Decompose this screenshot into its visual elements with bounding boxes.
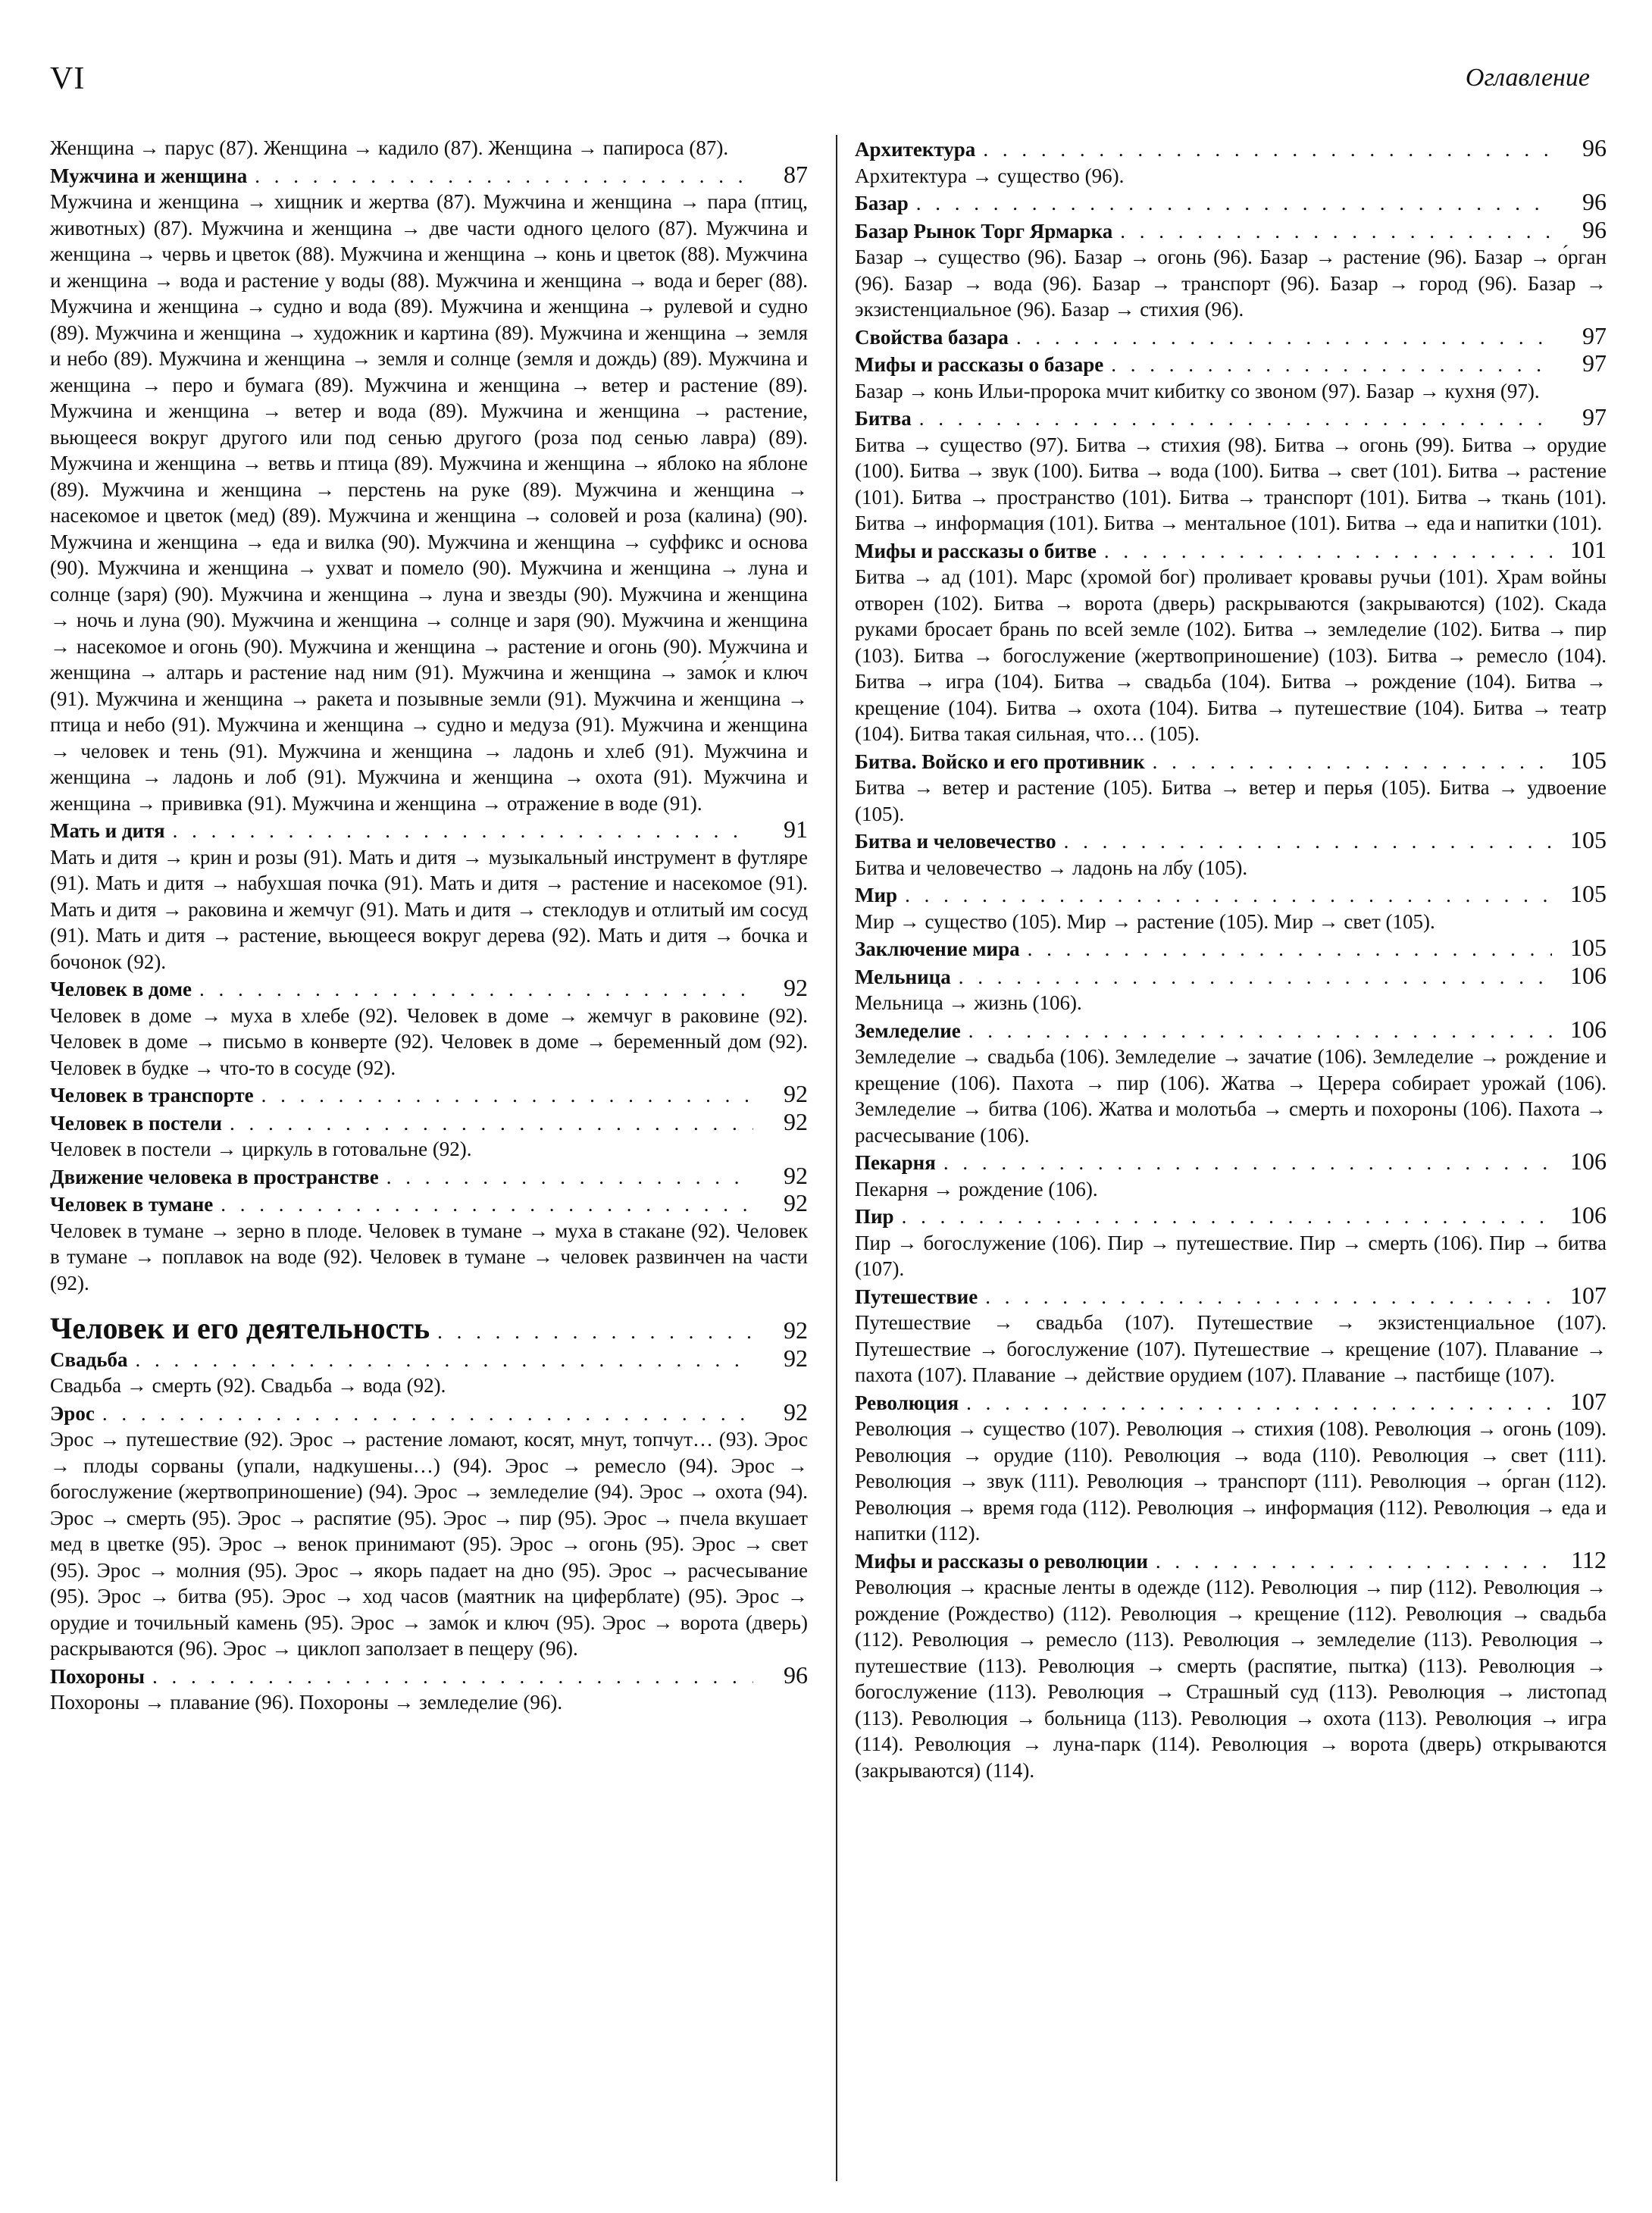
toc-entry-title: Земледелие <box>855 1019 961 1042</box>
toc-entry-title: Архитектура <box>855 138 976 161</box>
toc-entry-page: 91 <box>784 815 808 843</box>
dot-leader <box>1064 828 1552 855</box>
toc-entry-title: Движение человека в пространстве <box>50 1165 379 1188</box>
dot-leader <box>943 1150 1552 1176</box>
page-number: VI <box>50 61 86 96</box>
toc-entry-title: Человек в тумане <box>50 1193 214 1216</box>
toc-entry-page: 107 <box>1570 1387 1607 1415</box>
toc-entry[interactable] <box>855 1148 1607 1176</box>
toc-subentries: Архитектура → существо (96). <box>855 164 1125 187</box>
toc-entry-page: 106 <box>1570 1201 1607 1229</box>
toc-entry[interactable] <box>855 135 1607 163</box>
toc-subentries: Пир → богослужение (106). Пир → путешествие. Пир → смерть (106). Пир → битва (107). <box>855 1231 1607 1280</box>
toc-entry-page: 96 <box>1582 134 1607 161</box>
toc-entry-title: Базар Рынок Торг Ярмарка <box>855 219 1113 243</box>
toc-entry[interactable] <box>855 217 1607 245</box>
toc-entry-title: Человек в доме <box>50 978 192 1000</box>
toc-entry-page: 92 <box>784 1398 808 1426</box>
dot-leader <box>1153 749 1552 775</box>
dot-leader <box>902 1204 1552 1230</box>
toc-left-column <box>50 135 808 1716</box>
toc-entry-page: 105 <box>1570 934 1607 961</box>
dot-leader <box>173 818 753 844</box>
toc-entry-title: Битва. Войско и его противник <box>855 750 1145 773</box>
toc-entry-page: 92 <box>784 974 808 1001</box>
toc-entry[interactable] <box>855 350 1607 378</box>
toc-entry-page: 96 <box>1582 188 1607 215</box>
dot-leader <box>1016 324 1552 351</box>
toc-entry[interactable] <box>855 1547 1607 1575</box>
column-divider <box>836 135 837 2181</box>
dot-leader <box>919 405 1552 432</box>
toc-entry-title: Мифы и рассказы о революции <box>855 1549 1148 1573</box>
toc-entry[interactable] <box>855 323 1607 351</box>
toc-entry[interactable] <box>50 1081 808 1109</box>
toc-subentries: Мельница → жизнь (106). <box>855 991 1082 1014</box>
toc-entry-title: Мужчина и женщина <box>50 164 248 187</box>
dot-leader <box>255 163 753 189</box>
toc-entry[interactable] <box>855 963 1607 991</box>
dot-leader <box>102 1401 753 1427</box>
dot-leader <box>916 190 1552 217</box>
toc-entry-title: Человек и его деятельность <box>50 1311 430 1345</box>
toc-entry[interactable] <box>855 934 1607 963</box>
dot-leader <box>136 1347 753 1373</box>
dot-leader <box>199 976 753 1003</box>
toc-entry[interactable] <box>855 404 1607 432</box>
toc-right-column <box>855 135 1607 1783</box>
toc-entry-title: Эрос <box>50 1401 95 1425</box>
dot-leader <box>1156 1548 1552 1575</box>
dot-leader <box>152 1664 753 1690</box>
toc-subentries: Битва и человечество → ладонь на лбу (105). <box>855 856 1248 879</box>
toc-entry-page: 105 <box>1570 746 1607 774</box>
toc-entry-page: 92 <box>784 1316 808 1344</box>
toc-subentries: Свадьба → смерть (92). Свадьба → вода (92). <box>50 1374 446 1397</box>
toc-entry-page: 107 <box>1570 1281 1607 1309</box>
toc-entry-title: Битва <box>855 407 912 430</box>
toc-entry-title: Человек в постели <box>50 1111 222 1135</box>
toc-entry[interactable] <box>855 537 1607 565</box>
toc-entry-title: Пекарня <box>855 1151 936 1174</box>
dot-leader <box>1111 352 1552 378</box>
toc-subentries: Мир → существо (105). Мир → растение (105). Мир → свет (105). <box>855 909 1435 933</box>
toc-entry-title: Пир <box>855 1205 894 1228</box>
toc-entry-page: 96 <box>784 1661 808 1689</box>
toc-entry[interactable] <box>50 1163 808 1191</box>
toc-entry-page: 92 <box>784 1189 808 1216</box>
toc-entry-page: 87 <box>784 160 808 188</box>
toc-subentries: Женщина → парус (87). Женщина → кадило (87). Женщина → папироса (87). <box>50 136 729 159</box>
dot-leader <box>983 136 1552 163</box>
toc-entry-page: 92 <box>784 1107 808 1135</box>
dot-leader <box>966 1390 1552 1416</box>
toc-entry-page: 101 <box>1570 535 1607 563</box>
toc-entry-page: 97 <box>1582 403 1607 430</box>
toc-entry[interactable] <box>50 1190 808 1218</box>
toc-subentries: Революция → красные ленты в одежде (112). Революция → пир (112). Революция → рождение (Рождество) (112). Революция → крещение (112). Революция → свадьба (112). Революция → ремесло (113). Революция → земледелие (113). Революция → путешествие (113). Революция → смерть (распятие, пытка) (113). Революция → богослужение (113). Революция → Страшный суд (113). Революция → листопад (113). Революция → больница (113). Революция → охота (113). Революция → игра (114). Революция → луна-парк (114). Революция → ворота (дверь) открываются (закрываются) (114). <box>855 1576 1607 1782</box>
dot-leader <box>386 1164 753 1191</box>
toc-subentries: Битва → ад (101). Марс (хромой бог) проливает кровавы ручьи (101). Храм войны отворен (102). Битва → ворота (дверь) раскрываются (закрываются) (102). Скада руками бросает брань по всей земле (102). Битва → земледелие (102). Битва → пир (103). Битва → богослужение (жертвоприношение) (103). Битва → ремесло (104). Битва → игра (104). Битва → свадьба (104). Битва → рождение (104). Битва → крещение (104). Битва → охота (104). Битва → путешествие (104). Битва → театр (104). Битва такая сильная, что… (105). <box>855 565 1607 745</box>
toc-subentries: Мужчина и женщина → хищник и жертва (87). Мужчина и женщина → пара (птиц, животных) (87). Мужчина и женщина → две части одного целого (87). Мужчина и женщина → червь и цветок (88). Мужчина и женщина → конь и цветок (88). Мужчина и женщина → вода и растение у воды (88). Мужчина и женщина → вода и берег (88). Мужчина и женщина → судно и вода (89). Мужчина и женщина → рулевой и судно (89). Мужчина и женщина → художник и картина (89). Мужчина и женщина → земля и небо (89). Мужчина и женщина → земля и солнце (земля и дождь) (89). Мужчина и женщина → перо и бумага (89). Мужчина и женщина → ветер и растение (89). Мужчина и женщина → ветер и вода (89). Мужчина и женщина → растение, вьющееся вокруг другого или под сенью другого (роза под сенью лавра) (89). Мужчина и женщина → ветвь и птица (89). Мужчина и женщина → яблоко на яблоне (89). Мужчина и женщина → перстень на руке (89). Мужчина и женщина → насекомое и цветок (мед) (89). Мужчина и женщина → соловей и роза (калина) (90). Мужчина и женщина → еда и вилка (90). Мужчина и женщина → суффикс и основа (90). Мужчина и женщина → ухват и помело (90). Мужчина и женщина → луна и солнце (заря) (90). Мужчина и женщина → луна и звезды (90). Мужчина и женщина → ночь и луна (90). Мужчина и женщина → солнце и заря (90). Мужчина и женщина → насекомое и огонь (90). Мужчина и женщина → растение и огонь (90). Мужчина и женщина → алтарь и растение над ним (91). Мужчина и женщина → замо́к и ключ (91). Мужчина и женщина → ракета и позывные земли (91). Мужчина и женщина → птица и небо (91). Мужчина и женщина → судно и медуза (91). Мужчина и женщина → человек и тень (91). Мужчина и женщина → ладонь и хлеб (91). Мужчина и женщина → ладонь и лоб (91). Мужчина и женщина → охота (91). Мужчина и женщина → прививка (91). Мужчина и женщина → отражение в воде (91). <box>50 190 808 815</box>
toc-subentries: Эрос → путешествие (92). Эрос → растение ломают, косят, мнут, топчут… (93). Эрос → плоды сорваны (упали, надкушены…) (94). Эрос → ремесло (94). Эрос → богослужение (жертвоприношение) (94). Эрос → земледелие (94). Эрос → охота (94). Эрос → смерть (95). Эрос → распятие (95). Эрос → пир (95). Эрос → пчела вкушает мед в цветке (95). Эрос → венок принимают (95). Эрос → огонь (95). Эрос → свет (95). Эрос → молния (95). Эрос → якорь падает на дно (95). Эрос → расчесывание (95). Эрос → битва (95). Эрос → ход часов (маятник на циферблате) (95). Эрос → орудие и точильный камень (95). Эрос → замо́к и ключ (95). Эрос → ворота (дверь) раскрываются (96). Эрос → циклоп заползает в пещеру (96). <box>50 1428 808 1660</box>
toc-subentries: Базар → конь Ильи-пророка мчит кибитку со звоном (97). Базар → кухня (97). <box>855 379 1540 402</box>
toc-entry-title: Человек в транспорте <box>50 1084 254 1106</box>
toc-chapter-entry[interactable] <box>50 1311 808 1345</box>
toc-subentries: Человек в доме → муха в хлебе (92). Человек в доме → жемчуг в раковине (92). Человек в доме → письмо в конверте (92). Человек в доме → беременный дом (92). Человек в будке → что-то в сосуде (92). <box>50 1003 808 1079</box>
toc-entry[interactable] <box>855 827 1607 855</box>
dot-leader <box>905 882 1552 909</box>
toc-entry-page: 112 <box>1571 1545 1607 1573</box>
toc-entry-title: Похороны <box>50 1664 145 1688</box>
toc-entry-title: Мифы и рассказы о базаре <box>855 353 1104 376</box>
dot-leader <box>985 1284 1552 1310</box>
toc-entry-page: 96 <box>1582 215 1607 243</box>
dot-leader <box>1104 538 1552 565</box>
toc-entry-title: Мельница <box>855 965 951 988</box>
toc-entry[interactable] <box>50 161 808 189</box>
toc-entry[interactable] <box>50 1345 808 1373</box>
toc-subentries: Путешествие → свадьба (107). Путешествие → экзистенциальное (107). Путешествие → богослужение (107). Путешествие → крещение (107). Плавание → пахота (107). Плавание → действие орудием (107). Плавание → пастбище (107). <box>855 1311 1607 1386</box>
dot-leader <box>261 1082 753 1109</box>
toc-subentries: Мать и дитя → крин и розы (91). Мать и дитя → музыкальный инструмент в футляре (91). Мать и дитя → набухшая почка (91). Мать и дитя → растение и насекомое (91). Мать и дитя → раковина и жемчуг (91). Мать и дитя → стеклодув и отлитый им сосуд (91). Мать и дитя → растение, вьющееся вокруг дерева (92). Мать и дитя → бочка и бочонок (92). <box>50 845 808 973</box>
toc-entry-title: Мир <box>855 884 898 906</box>
toc-subentries: Похороны → плавание (96). Похороны → земледелие (96). <box>50 1691 563 1714</box>
toc-subentries: Базар → существо (96). Базар → огонь (96). Базар → растение (96). Базар → о́рган (96). Базар → вода (96). Базар → транспорт (96). Базар → город (96). Базар → экзистенциальное (96). Базар → стихия (96). <box>855 246 1607 321</box>
toc-subentries: Земледелие → свадьба (106). Земледелие → зачатие (106). Земледелие → рождение и крещение (106). Пахота → пир (106). Жатва → Церера собирает урожай (106). Земледелие → битва (106). Жатва и молотьба → смерть и похороны (106). Пахота → расчесывание (106). <box>855 1045 1607 1147</box>
dot-leader <box>959 964 1552 991</box>
toc-entry-title: Мать и дитя <box>50 819 165 842</box>
toc-entry-page: 106 <box>1570 1147 1607 1175</box>
toc-entry-page: 97 <box>1582 349 1607 377</box>
toc-entry-title: Битва и человечество <box>855 830 1056 853</box>
toc-entry-page: 97 <box>1582 321 1607 349</box>
toc-entry-page: 92 <box>784 1080 808 1107</box>
toc-entry[interactable] <box>50 1109 808 1137</box>
toc-entry[interactable] <box>855 1202 1607 1230</box>
toc-entry-title: Свойства базара <box>855 325 1009 349</box>
toc-subentries: Революция → существо (107). Революция → стихия (108). Революция → огонь (109). Революция → орудие (110). Революция → вода (110). Революция → свет (111). Революция → звук (111). Революция → транспорт (111). Революция → о́рган (112). Революция → время года (112). Революция → информация (112). Революция → еда и напитки (112). <box>855 1417 1607 1545</box>
toc-entry[interactable] <box>855 747 1607 775</box>
toc-entry-title: Заключение мира <box>855 937 1020 960</box>
toc-entry-page: 92 <box>784 1344 808 1372</box>
toc-entry[interactable] <box>50 1662 808 1690</box>
toc-subentries: Битва → существо (97). Битва → стихия (98). Битва → огонь (99). Битва → орудие (100). Битва → звук (100). Битва → вода (100). Битва → свет (101). Битва → растение (101). Битва → пространство (101). Битва → транспорт (101). Битва → ткань (101). Битва → информация (101). Битва → ментальное (101). Битва → еда и напитки (101). <box>855 433 1607 534</box>
toc-entry-page: 106 <box>1570 961 1607 989</box>
toc-subentries: Битва → ветер и растение (105). Битва → ветер и перья (105). Битва → удвоение (105). <box>855 776 1607 825</box>
dot-leader <box>437 1319 753 1345</box>
toc-entry[interactable] <box>855 881 1607 909</box>
toc-entry-title: Свадьба <box>50 1348 128 1371</box>
toc-entry-page: 92 <box>784 1161 808 1189</box>
toc-entry-page: 106 <box>1570 1015 1607 1043</box>
dot-leader <box>230 1110 753 1137</box>
toc-entry[interactable] <box>50 975 808 1003</box>
toc-entry-title: Базар <box>855 192 909 214</box>
toc-entry-page: 105 <box>1570 826 1607 853</box>
toc-entry[interactable] <box>855 1388 1607 1416</box>
dot-leader <box>221 1191 753 1218</box>
toc-entry[interactable] <box>50 816 808 844</box>
toc-entry-title: Путешествие <box>855 1285 978 1308</box>
toc-subentries: Человек в тумане → зерно в плоде. Человек в тумане → муха в стакане (92). Человек в тумане → поплавок на воде (92). Человек в тумане → человек развинчен на части (92). <box>50 1219 808 1294</box>
toc-entry[interactable] <box>50 1399 808 1427</box>
toc-subentries: Пекарня → рождение (106). <box>855 1177 1098 1200</box>
page-title: Оглавление <box>1465 64 1590 92</box>
toc-entry-title: Мифы и рассказы о битве <box>855 539 1097 562</box>
dot-leader <box>968 1018 1552 1044</box>
toc-entry[interactable] <box>855 1282 1607 1310</box>
dot-leader <box>1120 218 1552 245</box>
toc-entry[interactable] <box>855 189 1607 217</box>
toc-subentries: Человек в постели → циркуль в готовальне (92). <box>50 1138 472 1160</box>
dot-leader <box>1028 936 1552 963</box>
toc-entry-title: Революция <box>855 1391 959 1414</box>
toc-entry[interactable] <box>855 1016 1607 1044</box>
toc-entry-page: 105 <box>1570 880 1607 907</box>
